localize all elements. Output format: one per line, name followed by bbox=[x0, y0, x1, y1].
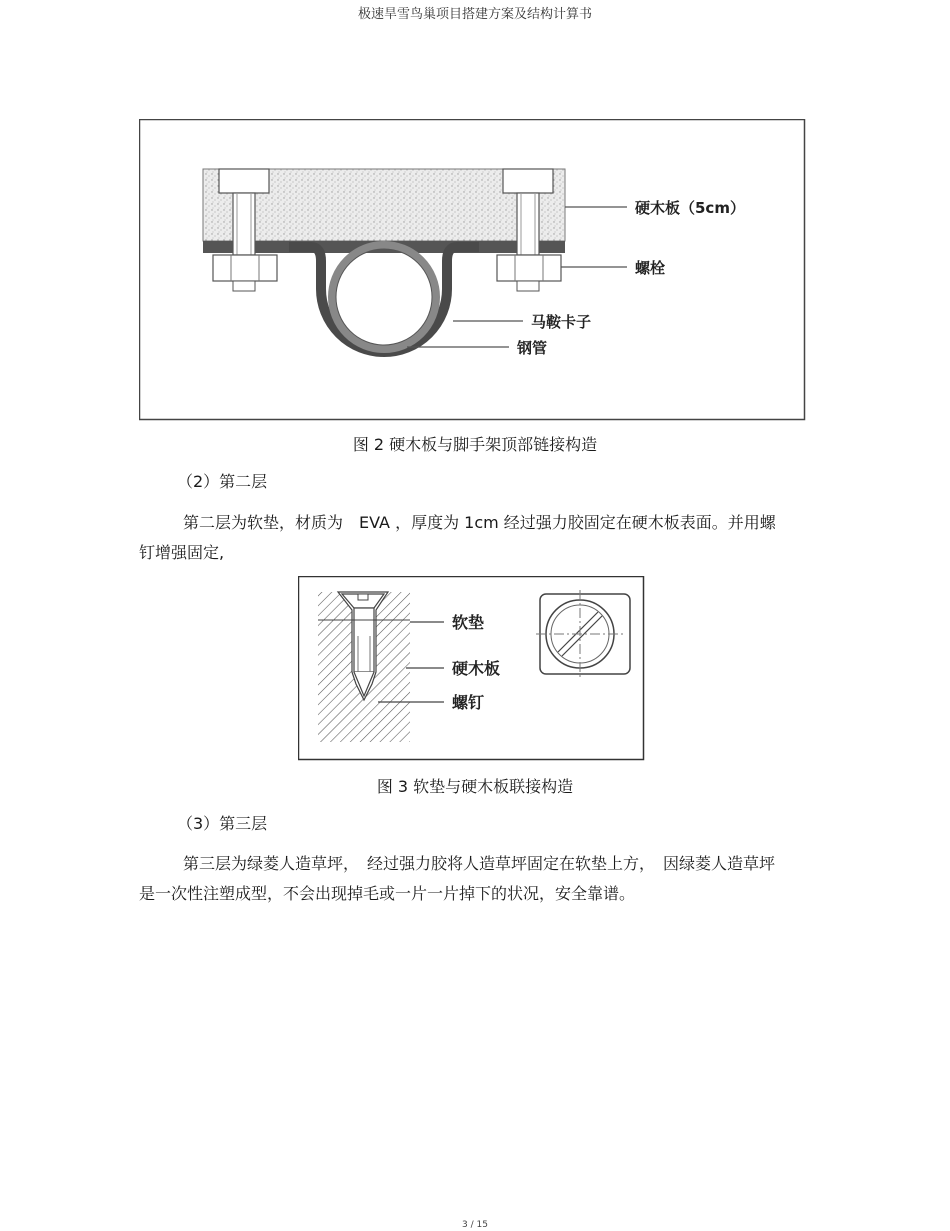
label-steel-pipe: 钢管 bbox=[517, 339, 548, 357]
figure-3-caption: 图 3 软垫与硬木板联接构造 bbox=[376, 777, 574, 796]
label-soft-pad: 软垫 bbox=[452, 613, 485, 632]
label-hardwood: 硬木板（5cm） bbox=[635, 199, 745, 217]
label-hardwood-3: 硬木板 bbox=[452, 659, 501, 678]
section-2-heading: （2）第二层 bbox=[177, 472, 268, 491]
page-header: 极速旱雪鸟巢项目搭建方案及结构计算书 bbox=[357, 7, 592, 22]
section-3-paragraph: 第三层为绿菱人造草坪， 经过强力胶将人造草坪固定在软垫上方， 因绿菱人造草坪是一次性注塑成型，不会出现掉毛或一片一片掉下的状况，安全靠谱。 bbox=[139, 854, 776, 903]
section-2-paragraph: 第二层为软垫，材质为 EVA ，厚度为 1cm 经过强力胶固定在硬木板表面。并用螺钉增强固定, bbox=[139, 513, 776, 562]
label-saddle-clamp: 马鞍卡子 bbox=[531, 313, 592, 331]
figure-3-diagram bbox=[298, 576, 645, 761]
figure-2-diagram bbox=[139, 119, 806, 421]
label-bolt: 螺栓 bbox=[635, 259, 666, 277]
figure-2-caption: 图 2 硬木板与脚手架顶部链接构造 bbox=[352, 435, 598, 454]
label-screw: 螺钉 bbox=[452, 693, 485, 712]
page-number: 3 / 15 bbox=[462, 1220, 488, 1230]
section-3-heading: （3）第三层 bbox=[177, 814, 268, 833]
screw-top-view bbox=[536, 590, 630, 678]
